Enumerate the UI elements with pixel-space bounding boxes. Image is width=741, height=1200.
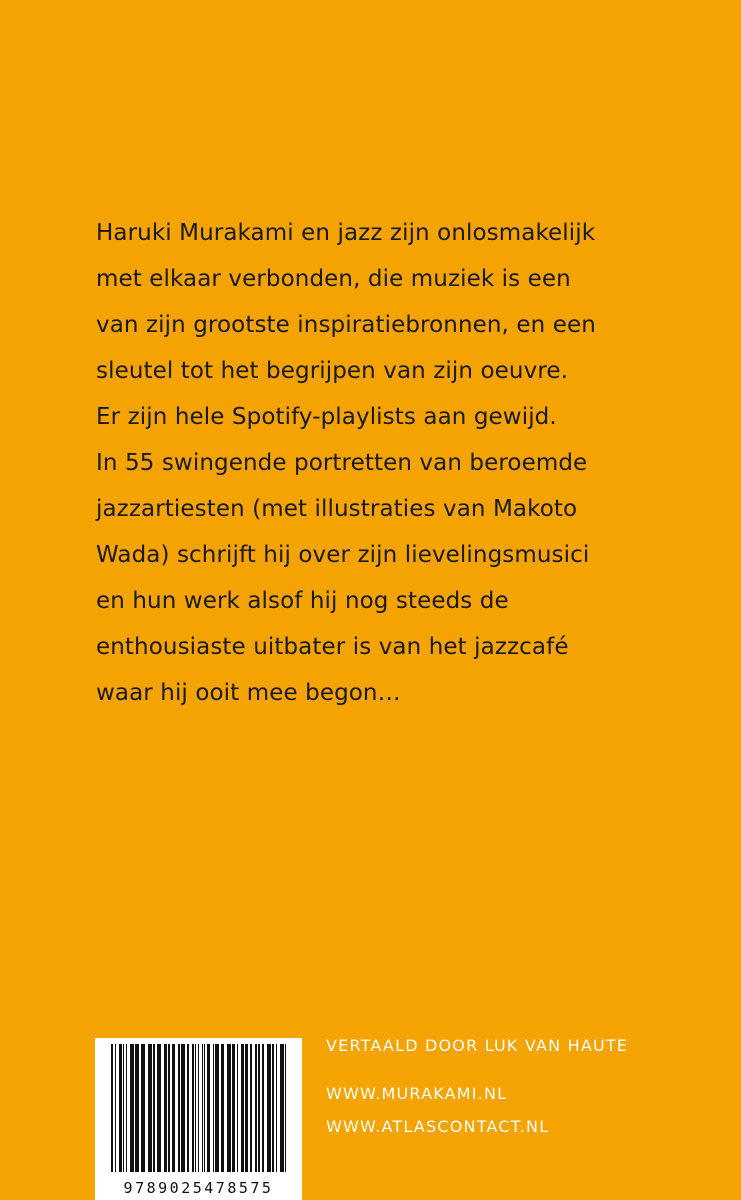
barcode-bar (250, 1044, 252, 1172)
barcode-bar (148, 1044, 152, 1172)
blurb-line: sleutel tot het begrijpen van zijn oeuvre. (96, 358, 569, 384)
barcode-bar (119, 1044, 122, 1172)
barcode-bar (181, 1044, 185, 1172)
barcode-bar (276, 1044, 277, 1172)
barcode-bar (192, 1044, 194, 1172)
barcode-bar (215, 1044, 219, 1172)
barcode-bar (237, 1044, 238, 1172)
barcode-bar (232, 1044, 235, 1172)
barcode-bar (258, 1044, 260, 1172)
atlascontact-website-link[interactable]: WWW.ATLASCONTACT.NL (326, 1117, 550, 1136)
barcode-bars (95, 1038, 302, 1178)
barcode-bar (141, 1044, 145, 1172)
barcode-bar (202, 1044, 203, 1172)
blurb-line: Er zijn hele Spotify-playlists aan gewijd. (96, 404, 557, 430)
barcode-bar (267, 1044, 271, 1172)
blurb-line: enthousiaste uitbater is van het jazzcafé (96, 634, 569, 660)
murakami-website-link[interactable]: WWW.MURAKAMI.NL (326, 1084, 508, 1103)
blurb-line: waar hij ooit mee begon… (96, 680, 401, 706)
barcode-bar (130, 1044, 134, 1172)
blurb-line: jazzartiesten (met illustraties van Makoto (96, 496, 578, 522)
isbn-number: 9789025478575 (123, 1179, 274, 1197)
barcode-bar (115, 1044, 116, 1172)
blurb-line: In 55 swingende portretten van beroemde (96, 450, 588, 476)
barcode-bar (111, 1044, 113, 1172)
blurb-line: en hun werk alsof hij nog steeds de (96, 588, 509, 614)
barcode-bar (178, 1044, 180, 1172)
barcode-bar (153, 1044, 155, 1172)
barcode-bar (168, 1044, 170, 1172)
barcode-bar (213, 1044, 214, 1172)
barcode-bar (123, 1044, 124, 1172)
barcode-bar (285, 1044, 286, 1172)
barcode-bar (221, 1044, 224, 1172)
barcode-bar (241, 1044, 244, 1172)
barcode-bar (245, 1044, 248, 1172)
isbn-barcode (95, 1038, 302, 1200)
barcode-bar (255, 1044, 257, 1172)
barcode-bar (187, 1044, 189, 1172)
blurb-line: Haruki Murakami en jazz zijn onlosmakelijk (96, 220, 596, 246)
barcode-bar (172, 1044, 175, 1172)
barcode-bar (272, 1044, 274, 1172)
barcode-bar (126, 1044, 127, 1172)
barcode-bar (157, 1044, 161, 1172)
blurb-line: Wada) schrijft hij over zijn lievelingsmusici (96, 542, 590, 568)
barcode-bar (195, 1044, 196, 1172)
blurb-text (96, 210, 656, 716)
barcode-bar (135, 1044, 139, 1172)
barcode-bar (262, 1044, 264, 1172)
barcode-bar (280, 1044, 284, 1172)
translator-credit: VERTAALD DOOR LUK VAN HAUTE (326, 1036, 629, 1055)
barcode-bar (204, 1044, 205, 1172)
barcode-bar (227, 1044, 231, 1172)
barcode-bar (198, 1044, 199, 1172)
barcode-bar (164, 1044, 167, 1172)
blurb-line: met elkaar verbonden, die muziek is een (96, 266, 571, 292)
barcode-bar (207, 1044, 210, 1172)
blurb-line: van zijn grootste inspiratiebronnen, en een (96, 312, 596, 338)
